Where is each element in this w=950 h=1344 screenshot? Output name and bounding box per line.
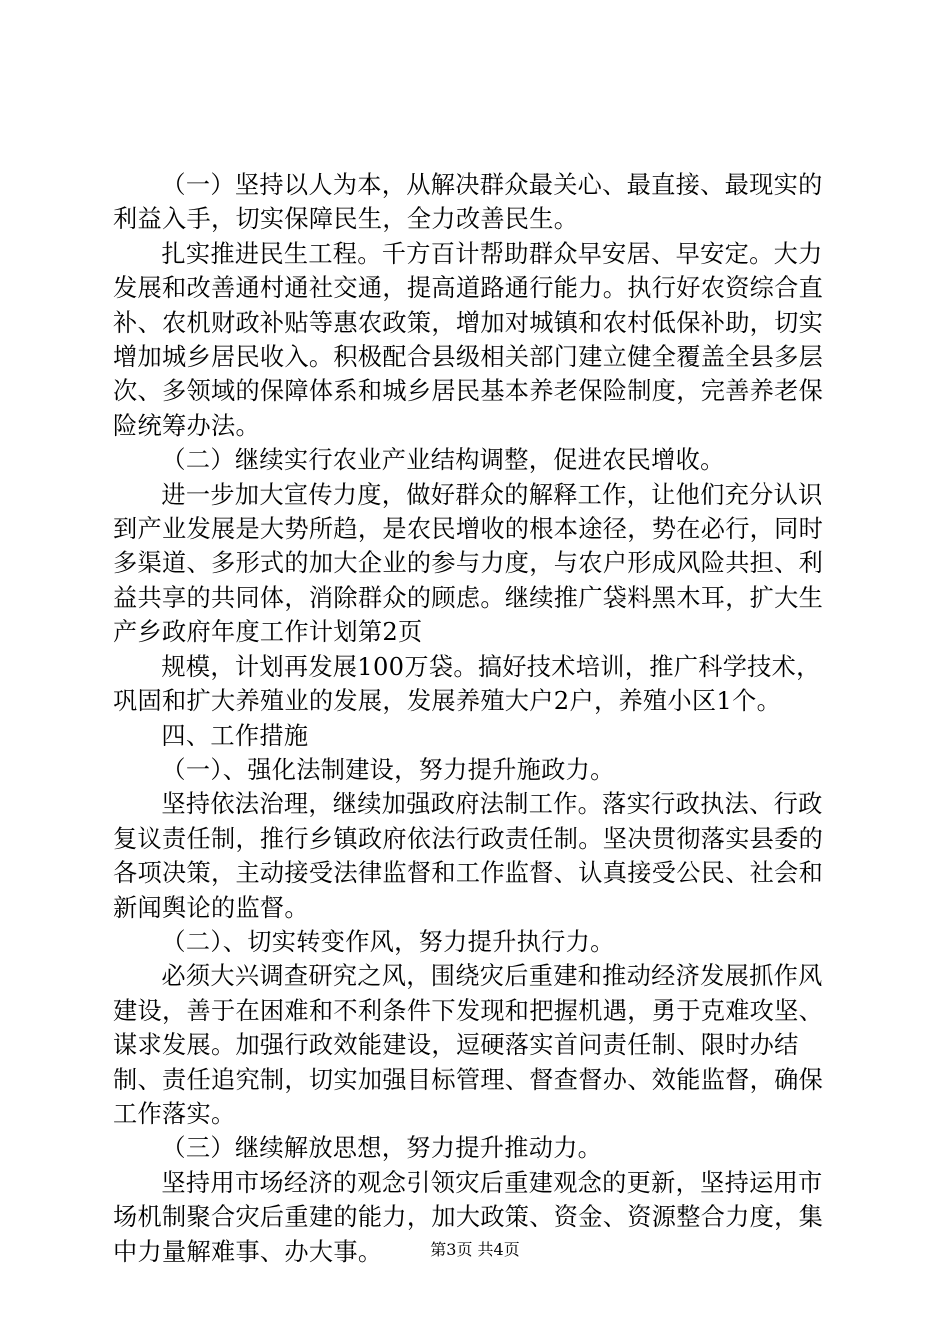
- paragraph-measure-2-heading: （二）、切实转变作风，努力提升执行力。: [161, 927, 615, 956]
- page-footer: 第3页 共4页: [430, 1240, 520, 1259]
- paragraph-livelihood-project: 扎实推进民生工程。千方百计帮助群众早安居、早安定。大力发展和改善通村通社交通，提高道路通行能力。执行好农资综合直补、农机财政补贴等惠农政策，增加对城镇和农村低保补助，切实增加城乡居民收入。积极配合县级相关部门建立健全覆盖全县多层次、多领域的保障体系和城乡居民基本养老保险制度，完善养老保险统筹办法。: [113, 239, 824, 440]
- paragraph-measure-3-heading: （三）继续解放思想，努力提升推动力。: [161, 1134, 603, 1163]
- paragraph-section-2-heading: （二）继续实行农业产业结构调整，促进农民增收。: [161, 446, 725, 475]
- paragraph-measures-heading: 四、工作措施: [161, 721, 309, 750]
- paragraph-scale-plan: 规模，计划再发展100万袋。搞好技术培训，推广科学技术，巩固和扩大养殖业的发展，发展养殖大户2户，养殖小区1个。: [113, 652, 821, 716]
- paragraph-market-economy: 坚持用市场经济的观念引领灾后重建观念的更新，坚持运用市场机制聚合灾后重建的能力，加大政策、资金、资源整合力度，集中力量解难事、办大事。: [113, 1168, 824, 1266]
- paragraph-measure-1-heading: （一）、强化法制建设，努力提升施政力。: [161, 755, 615, 784]
- paragraph-rule-of-law: 坚持依法治理，继续加强政府法制工作。落实行政执法、行政复议责任制，推行乡镇政府依法行政责任制。坚决贯彻落实县委的各项决策，主动接受法律监督和工作监督、认真接受公民、社会和新闻舆论的监督。: [113, 790, 824, 922]
- document-body: [113, 168, 843, 1269]
- paragraph-work-style: 必须大兴调查研究之风，围绕灾后重建和推动经济发展抓作风建设，善于在困难和不利条件下发现和把握机遇，勇于克难攻坚、谋求发展。加强行政效能建设，逗硬落实首问责任制、限时办结制、责任追究制，切实加强目标管理、督查督办、效能监督，确保工作落实。: [113, 962, 824, 1128]
- paragraph-publicity: 进一步加大宣传力度，做好群众的解释工作，让他们充分认识到产业发展是大势所趋，是农民增收的根本途径，势在必行，同时多渠道、多形式的加大企业的参与力度，与农户形成风险共担、利益共享的共同体，消除群众的顾虑。继续推广袋料黑木耳，扩大生产乡政府年度工作计划第2页: [113, 480, 824, 647]
- paragraph-section-1-heading: （一）坚持以人为本，从解决群众最关心、最直接、最现实的利益入手，切实保障民生，全力改善民生。: [113, 171, 823, 234]
